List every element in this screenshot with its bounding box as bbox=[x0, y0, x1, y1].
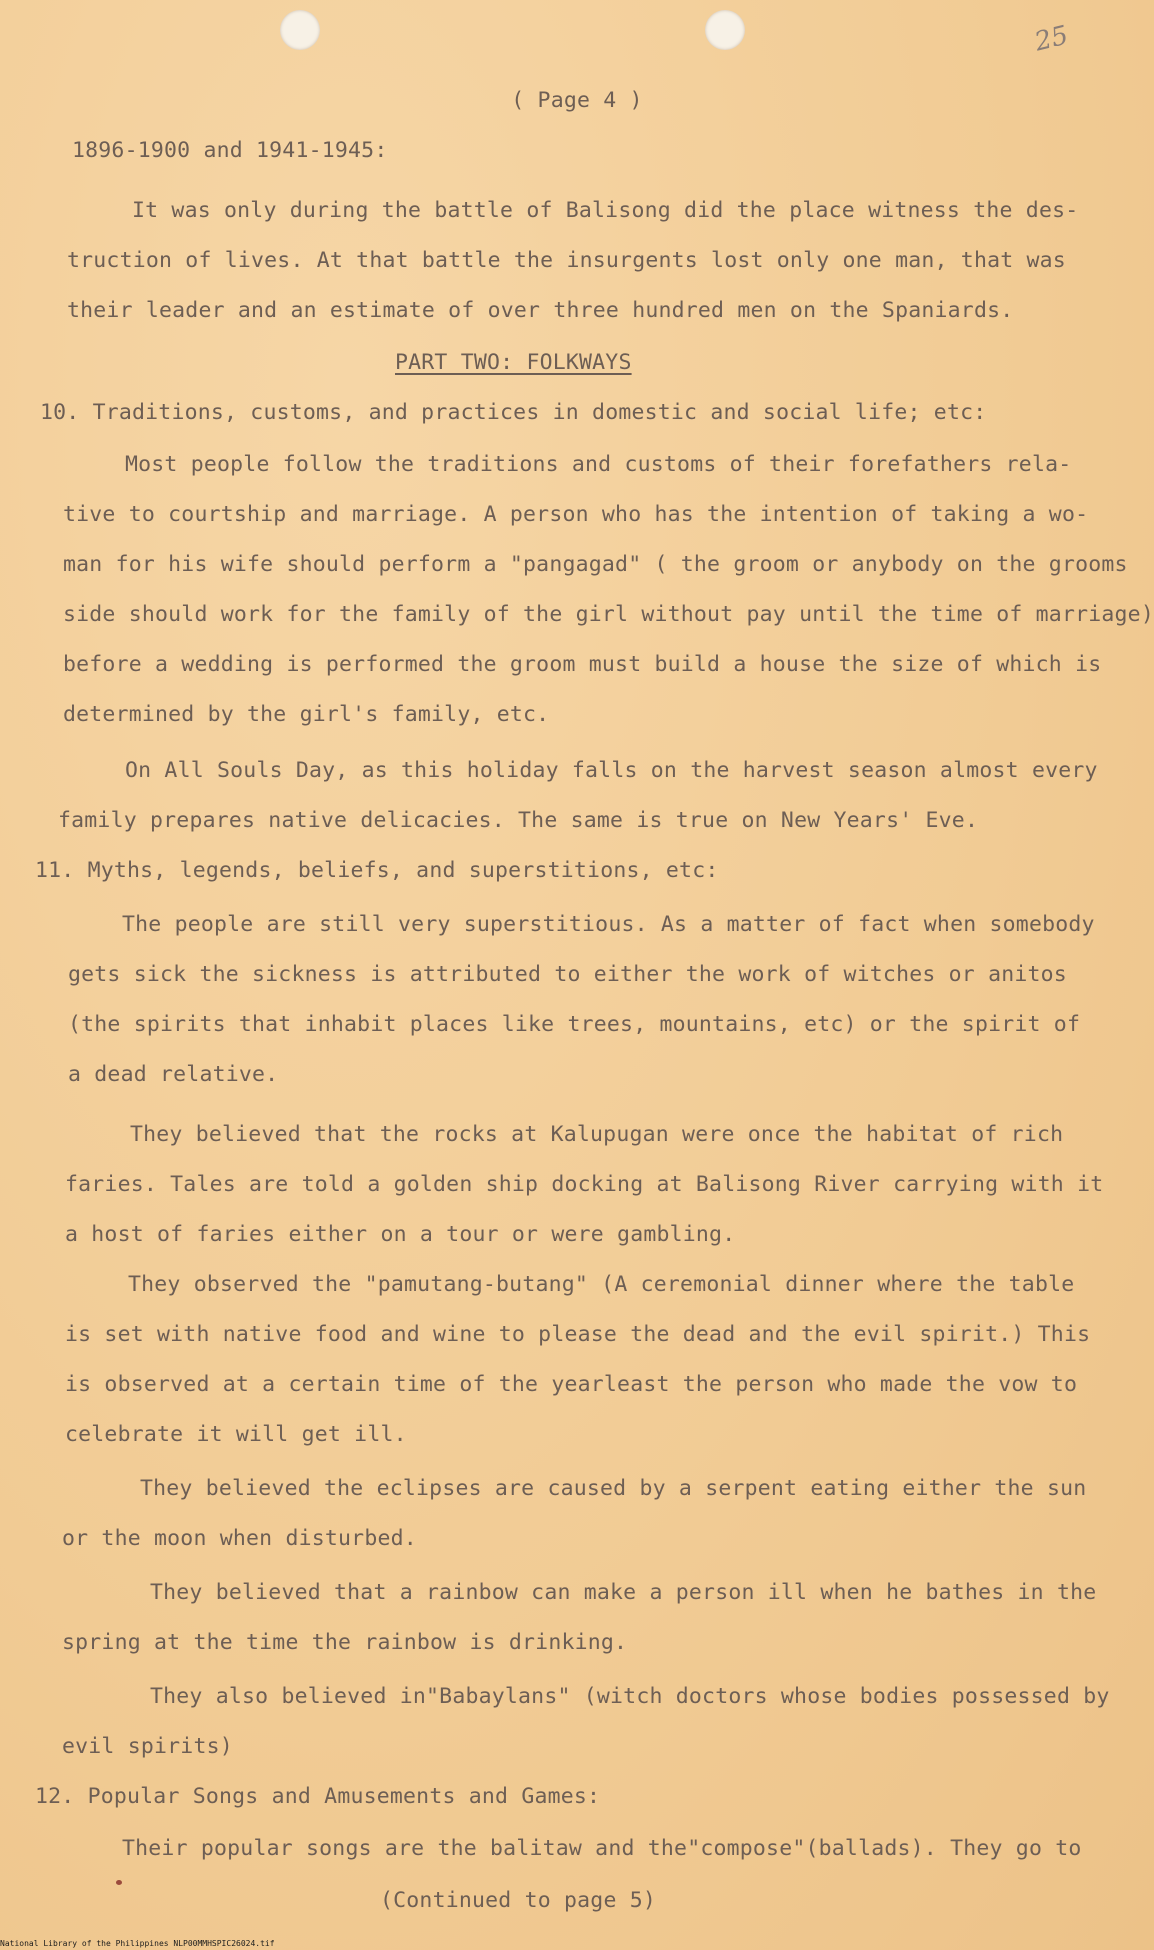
punch-hole-left bbox=[280, 10, 320, 50]
text-line: determined by the girl's family, etc. bbox=[63, 702, 550, 727]
text-line: They believed that a rainbow can make a person ill when he bathes in the bbox=[150, 1580, 1097, 1605]
text-line: their leader and an estimate of over three hundred men on the Spaniards. bbox=[67, 298, 1014, 323]
text-line: or the moon when disturbed. bbox=[62, 1526, 417, 1551]
section-heading-12: 12. Popular Songs and Amusements and Games: bbox=[35, 1784, 601, 1809]
text-line: celebrate it will get ill. bbox=[65, 1422, 407, 1447]
text-line: It was only during the battle of Balisong did the place witness the des- bbox=[132, 198, 1079, 223]
text-line: truction of lives. At that battle the insurgents lost only one man, that was bbox=[67, 248, 1066, 273]
text-line: is observed at a certain time of the yearleast the person who made the vow to bbox=[65, 1372, 1078, 1397]
text-line: man for his wife should perform a "pangagad" ( the groom or anybody on the grooms bbox=[63, 552, 1128, 577]
text-line: (the spirits that inhabit places like trees, mountains, etc) or the spirit of bbox=[68, 1012, 1081, 1037]
text-line: They believed that the rocks at Kalupugan were once the habitat of rich bbox=[130, 1122, 1064, 1147]
page-header: ( Page 4 ) bbox=[511, 88, 643, 113]
text-line: They also believed in"Babaylans" (witch doctors whose bodies possessed by bbox=[150, 1684, 1110, 1709]
text-line: On All Souls Day, as this holiday falls on the harvest season almost every bbox=[125, 758, 1098, 783]
section-heading-10: 10. Traditions, customs, and practices in domestic and social life; etc: bbox=[40, 400, 987, 425]
text-line: The people are still very superstitious. As a matter of fact when somebody bbox=[122, 912, 1095, 937]
section-heading-11: 11. Myths, legends, beliefs, and superstitions, etc: bbox=[35, 858, 719, 883]
text-line: spring at the time the rainbow is drinking. bbox=[62, 1630, 628, 1655]
text-line: They believed the eclipses are caused by a serpent eating either the sun bbox=[140, 1476, 1087, 1501]
text-line: is set with native food and wine to please the dead and the evil spirit.) This bbox=[65, 1322, 1091, 1347]
footer-caption: National Library of the Philippines NLP00MMHSPIC26024.tif bbox=[0, 1939, 275, 1948]
punch-hole-right bbox=[705, 10, 745, 50]
date-heading: 1896-1900 and 1941-1945: bbox=[72, 138, 388, 163]
text-line: side should work for the family of the girl without pay until the time of marriage) bbox=[63, 602, 1154, 627]
text-line: faries. Tales are told a golden ship docking at Balisong River carrying with it bbox=[65, 1172, 1104, 1197]
text-line: a host of faries either on a tour or were gambling. bbox=[65, 1222, 736, 1247]
text-line: Their popular songs are the balitaw and the"compose"(ballads). They go to bbox=[122, 1836, 1082, 1861]
text-line: before a wedding is performed the groom must build a house the size of which is bbox=[63, 652, 1102, 677]
text-line: They observed the "pamutang-butang" (A ceremonial dinner where the table bbox=[128, 1272, 1075, 1297]
text-line: gets sick the sickness is attributed to either the work of witches or anitos bbox=[68, 962, 1067, 987]
text-line: family prepares native delicacies. The same is true on New Years' Eve. bbox=[58, 808, 979, 833]
text-line: a dead relative. bbox=[68, 1062, 279, 1087]
text-line: evil spirits) bbox=[62, 1734, 233, 1759]
continued-note: (Continued to page 5) bbox=[380, 1888, 657, 1913]
text-line: tive to courtship and marriage. A person who has the intention of taking a wo- bbox=[63, 502, 1089, 527]
part-heading: PART TWO: FOLKWAYS bbox=[395, 350, 632, 375]
ink-speck bbox=[116, 1880, 122, 1885]
text-line: Most people follow the traditions and customs of their forefathers rela- bbox=[125, 452, 1072, 477]
handwritten-page-number: 25 bbox=[1031, 20, 1072, 58]
